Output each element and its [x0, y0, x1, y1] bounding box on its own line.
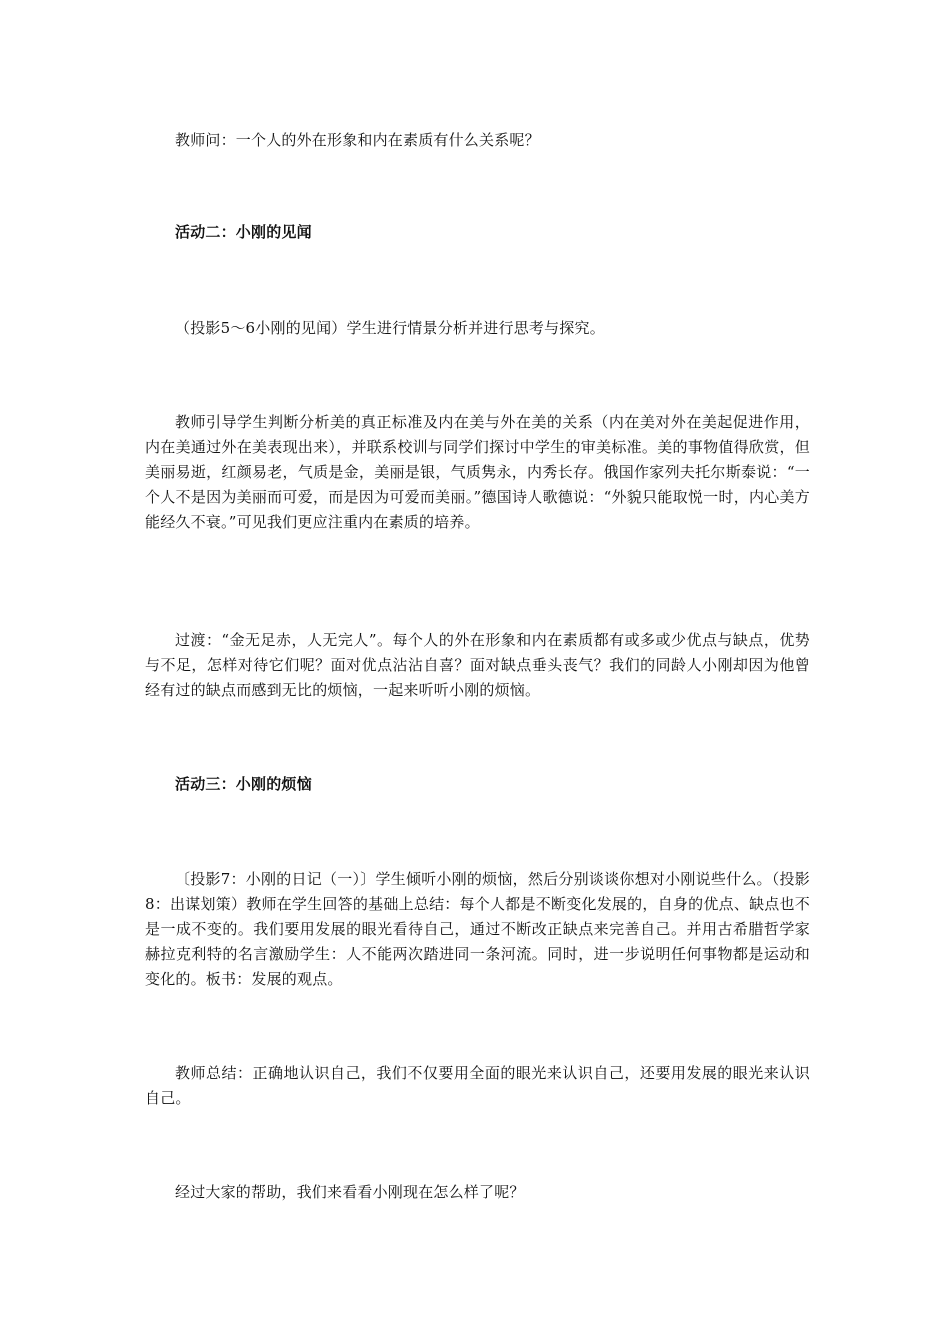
closing-paragraph: 经过大家的帮助，我们来看看小刚现在怎么样了呢？ [175, 1183, 525, 1201]
diary-paragraph: 〔投影7：小刚的日记（一）〕学生倾听小刚的烦恼，然后分别谈谈你想对小刚说些什么。（投影8：出谋划策）教师在学生回答的基础上总结：每个人都是不断变化发展的，自身的优点、缺点也不是一成不变的。我们要用发展的眼光看待自己，通过不断改正缺点来完善自己。并用古希腊哲学家赫拉克利特的名言激励学生：人不能两次踏进同一条河流。同时，进一步说明任何事物都是运动和变化的。板书：发展的观点。 [145, 870, 810, 988]
teacher-question-paragraph: 教师问：一个人的外在形象和内在素质有什么关系呢？ [175, 131, 540, 149]
teacher-summary-paragraph: 教师总结：正确地认识自己，我们不仅要用全面的眼光来认识自己，还要用发展的眼光来认识自己。 [145, 1064, 810, 1107]
projection-paragraph: （投影5～6小刚的见闻）学生进行情景分析并进行思考与探究。 [175, 319, 605, 337]
beauty-standard-paragraph: 教师引导学生判断分析美的真正标准及内在美与外在美的关系（内在美对外在美起促进作用，内在美通过外在美表现出来），并联系校训与同学们探讨中学生的审美标准。美的事物值得欣赏，但美丽易逝，红颜易老，气质是金，美丽是银，气质隽永，内秀长存。俄国作家列夫托尔斯泰说：“一个人不是因为美丽而可爱，而是因为可爱而美丽。”德国诗人歌德说：“外貌只能取悦一时，内心美方能经久不衰。”可见我们更应注重内在素质的培养。 [145, 413, 810, 531]
transition-paragraph: 过渡：“金无足赤，人无完人”。每个人的外在形象和内在素质都有或多或少优点与缺点，优势与不足，怎样对待它们呢？面对优点沾沾自喜？面对缺点垂头丧气？我们的同龄人小刚却因为他曾经有过的缺点而感到无比的烦恼，一起来听听小刚的烦恼。 [145, 631, 810, 699]
activity-two-heading: 活动二：小刚的见闻 [175, 223, 312, 241]
activity-three-heading: 活动三：小刚的烦恼 [175, 775, 312, 793]
